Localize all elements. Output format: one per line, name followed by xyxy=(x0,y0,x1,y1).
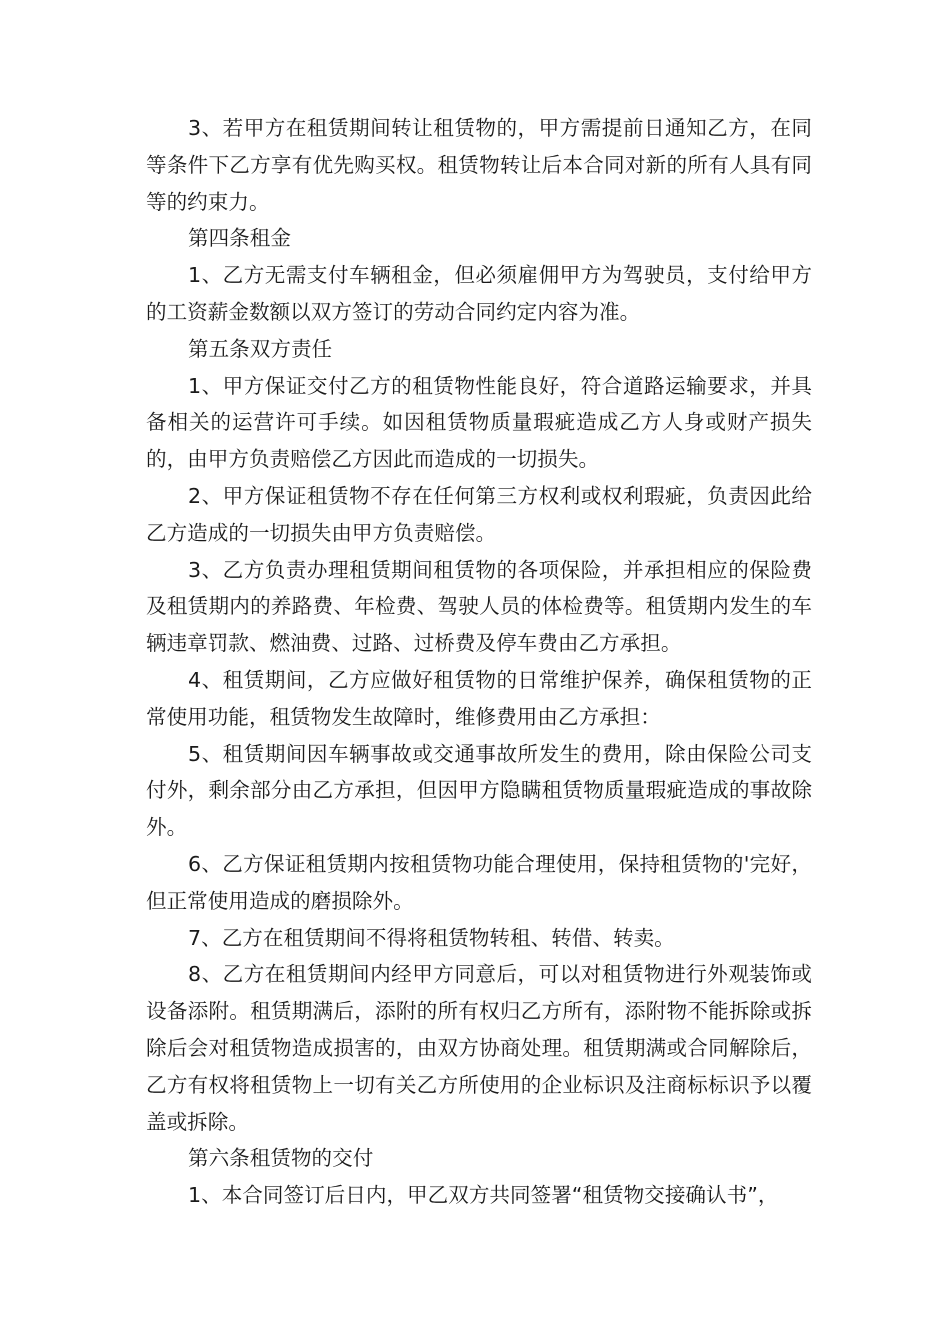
clause-paragraph: 7、乙方在租赁期间不得将租赁物转租、转借、转卖。 xyxy=(188,925,675,950)
document-body xyxy=(146,110,812,1214)
clause-paragraph: 8、乙方在租赁期间内经甲方同意后，可以对租赁物进行外观装饰或设备添附。租赁期满后，添附的所有权归乙方所有，添附物不能拆除或拆除后会对租赁物造成损害的，由双方协商处理。租赁期满或合同解除后，乙方有权将租赁物上一切有关乙方所使用的企业标识及注商标标识予以覆盖或拆除。 xyxy=(146,962,812,1134)
article-heading: 第六条租赁物的交付 xyxy=(188,1146,374,1171)
clause-paragraph: 1、甲方保证交付乙方的租赁物性能良好，符合道路运输要求，并具备相关的运营许可手续。如因租赁物质量瑕疵造成乙方人身或财产损失的，由甲方负责赔偿乙方因此而造成的一切损失。 xyxy=(146,373,812,472)
clause-paragraph: 1、本合同签订后日内，甲乙双方共同签署“租赁物交接确认书”， xyxy=(188,1183,779,1208)
clause-paragraph: 5、租赁期间因车辆事故或交通事故所发生的费用，除由保险公司支付外，剩余部分由乙方承担，但因甲方隐瞒租赁物质量瑕疵造成的事故除外。 xyxy=(146,741,812,840)
clause-paragraph: 3、若甲方在租赁期间转让租赁物的，甲方需提前日通知乙方，在同等条件下乙方享有优先购买权。租赁物转让后本合同对新的所有人具有同等的约束力。 xyxy=(146,116,812,214)
clause-paragraph: 3、乙方负责办理租赁期间租赁物的各项保险，并承担相应的保险费及租赁期内的养路费、年检费、驾驶人员的体检费等。租赁期内发生的车辆违章罚款、燃油费、过路、过桥费及停车费由乙方承担。 xyxy=(146,557,812,656)
clause-paragraph: 6、乙方保证租赁期内按租赁物功能合理使用，保持租赁物的'完好，但正常使用造成的磨损除外。 xyxy=(146,851,812,913)
clause-paragraph: 4、租赁期间，乙方应做好租赁物的日常维护保养，确保租赁物的正常使用功能，租赁物发生故障时，维修费用由乙方承担： xyxy=(146,667,812,729)
clause-paragraph: 2、甲方保证租赁物不存在任何第三方权利或权利瑕疵，负责因此给乙方造成的一切损失由甲方负责赔偿。 xyxy=(146,483,812,545)
article-heading: 第四条租金 xyxy=(188,226,291,251)
clause-paragraph: 1、乙方无需支付车辆租金，但必须雇佣甲方为驾驶员，支付给甲方的工资薪金数额以双方签订的劳动合同约定内容为准。 xyxy=(146,263,812,324)
article-heading: 第五条双方责任 xyxy=(188,336,333,361)
